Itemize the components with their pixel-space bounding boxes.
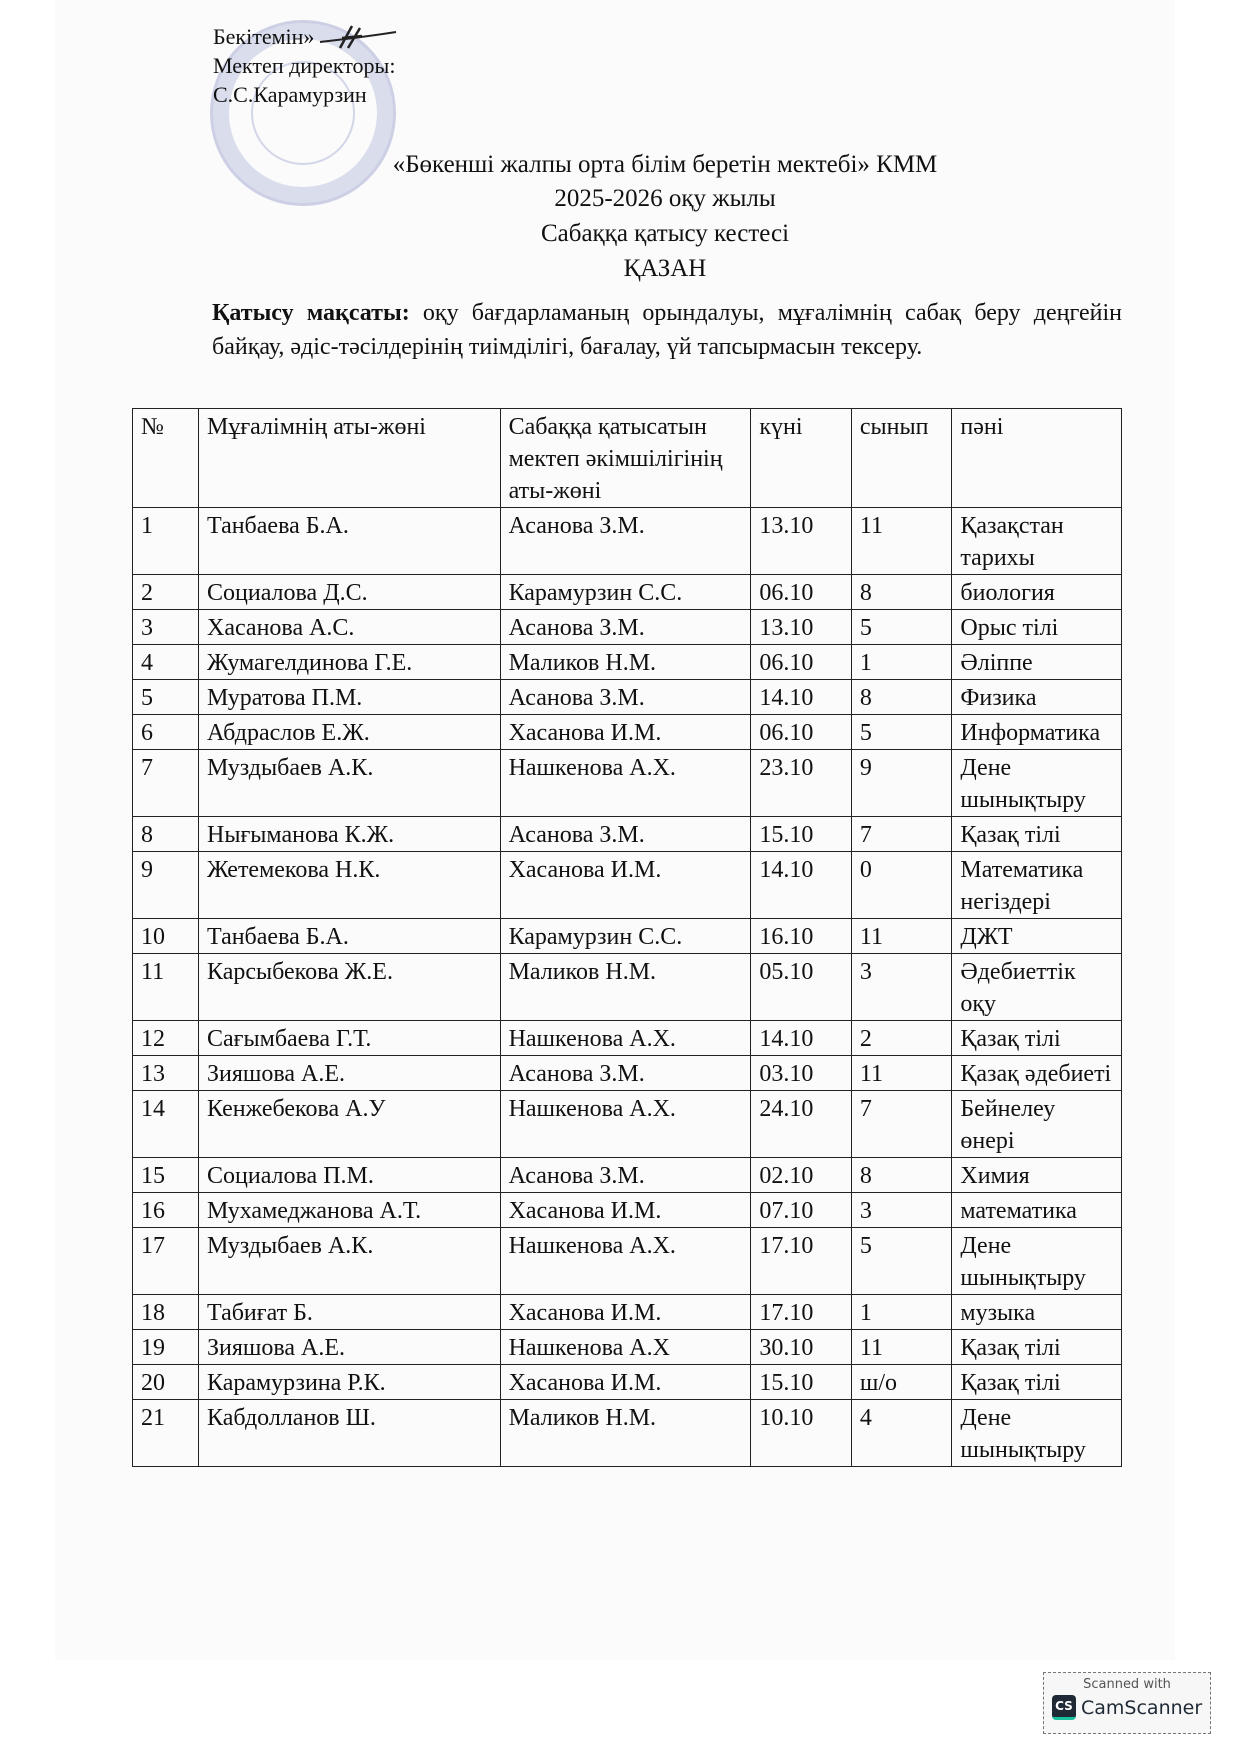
cell-number: 19 xyxy=(133,1330,199,1365)
cell-class: 3 xyxy=(851,1193,952,1228)
cell-observer: Карамурзин С.С. xyxy=(500,575,751,610)
cell-date: 07.10 xyxy=(751,1193,852,1228)
cell-number: 2 xyxy=(133,575,199,610)
cell-teacher: Танбаева Б.А. xyxy=(199,919,501,954)
table-row xyxy=(133,1365,1122,1400)
cell-date: 24.10 xyxy=(751,1091,852,1158)
cell-teacher: Муздыбаев А.К. xyxy=(199,750,501,817)
table-row xyxy=(133,1330,1122,1365)
table-row xyxy=(133,852,1122,919)
cell-subject: биология xyxy=(952,575,1122,610)
cell-subject: Химия xyxy=(952,1158,1122,1193)
cell-teacher: Зияшова А.Е. xyxy=(199,1330,501,1365)
cell-observer: Асанова З.М. xyxy=(500,610,751,645)
cell-class: 11 xyxy=(851,1056,952,1091)
purpose-paragraph xyxy=(212,296,1122,364)
table-row xyxy=(133,1056,1122,1091)
header-teacher: Мұғалімнің аты-жөні xyxy=(199,409,501,508)
header-subject: пәні xyxy=(952,409,1122,508)
cell-date: 03.10 xyxy=(751,1056,852,1091)
cell-number: 21 xyxy=(133,1400,199,1467)
cell-date: 06.10 xyxy=(751,645,852,680)
cell-teacher: Карамурзина Р.К. xyxy=(199,1365,501,1400)
cell-subject: музыка xyxy=(952,1295,1122,1330)
cell-date: 23.10 xyxy=(751,750,852,817)
table-row xyxy=(133,1158,1122,1193)
cell-date: 10.10 xyxy=(751,1400,852,1467)
cell-observer: Маликов Н.М. xyxy=(500,645,751,680)
table-row xyxy=(133,1193,1122,1228)
cell-observer: Нашкенова А.Х. xyxy=(500,1091,751,1158)
cell-subject: математика xyxy=(952,1193,1122,1228)
table-row xyxy=(133,750,1122,817)
cell-observer: Асанова З.М. xyxy=(500,1158,751,1193)
cell-observer: Хасанова И.М. xyxy=(500,852,751,919)
cell-class: 8 xyxy=(851,680,952,715)
cell-date: 13.10 xyxy=(751,508,852,575)
cell-subject: ДЖТ xyxy=(952,919,1122,954)
cell-number: 10 xyxy=(133,919,199,954)
table-row xyxy=(133,1228,1122,1295)
cell-number: 18 xyxy=(133,1295,199,1330)
cell-class: 5 xyxy=(851,1228,952,1295)
cell-subject: Қазақ тілі xyxy=(952,1330,1122,1365)
cell-observer: Нашкенова А.Х xyxy=(500,1330,751,1365)
cell-teacher: Карсыбекова Ж.Е. xyxy=(199,954,501,1021)
school-name: «Бөкенші жалпы орта білім беретін мектебі» КММ xyxy=(392,151,938,178)
cell-class: 3 xyxy=(851,954,952,1021)
watermark-brand: CamScanner xyxy=(1081,1696,1203,1719)
cell-class: 5 xyxy=(851,610,952,645)
cell-class: 11 xyxy=(851,508,952,575)
cell-teacher: Жумагелдинова Г.Е. xyxy=(199,645,501,680)
cell-observer: Маликов Н.М. xyxy=(500,954,751,1021)
cell-subject: Әдебиеттік оқу xyxy=(952,954,1122,1021)
director-name: С.С.Карамурзин xyxy=(213,82,367,107)
cell-teacher: Социалова П.М. xyxy=(199,1158,501,1193)
table-row xyxy=(133,610,1122,645)
cell-subject: Қазақ тілі xyxy=(952,1021,1122,1056)
table-row xyxy=(133,1295,1122,1330)
cell-observer: Хасанова И.М. xyxy=(500,1295,751,1330)
cell-class: 7 xyxy=(851,1091,952,1158)
cell-class: 11 xyxy=(851,919,952,954)
cell-date: 15.10 xyxy=(751,1365,852,1400)
cell-observer: Карамурзин С.С. xyxy=(500,919,751,954)
cell-class: 8 xyxy=(851,1158,952,1193)
cell-subject: Қазақ тілі xyxy=(952,1365,1122,1400)
cell-class: 1 xyxy=(851,1295,952,1330)
header-class: сынып xyxy=(851,409,952,508)
table-row xyxy=(133,680,1122,715)
cell-number: 20 xyxy=(133,1365,199,1400)
cell-class: 1 xyxy=(851,645,952,680)
table-row xyxy=(133,817,1122,852)
cell-number: 1 xyxy=(133,508,199,575)
cell-observer: Хасанова И.М. xyxy=(500,715,751,750)
cell-number: 6 xyxy=(133,715,199,750)
camscanner-watermark xyxy=(1043,1672,1211,1734)
watermark-caption: Scanned with xyxy=(1083,1677,1171,1692)
cell-teacher: Социалова Д.С. xyxy=(199,575,501,610)
cell-date: 14.10 xyxy=(751,1021,852,1056)
table-row xyxy=(133,645,1122,680)
table-row xyxy=(133,919,1122,954)
cell-number: 8 xyxy=(133,817,199,852)
cell-subject: Қазақстан тарихы xyxy=(952,508,1122,575)
cell-observer: Асанова З.М. xyxy=(500,508,751,575)
header-observer: Сабаққа қатысатын мектеп әкімшілігінің аты-жөні xyxy=(500,409,751,508)
cell-date: 05.10 xyxy=(751,954,852,1021)
cell-date: 02.10 xyxy=(751,1158,852,1193)
cell-class: ш/о xyxy=(851,1365,952,1400)
cell-number: 14 xyxy=(133,1091,199,1158)
signature-icon xyxy=(318,22,398,50)
director-title: Мектеп директоры: xyxy=(213,53,396,78)
cell-subject: Орыс тілі xyxy=(952,610,1122,645)
cell-date: 15.10 xyxy=(751,817,852,852)
cell-number: 12 xyxy=(133,1021,199,1056)
cell-subject: Информатика xyxy=(952,715,1122,750)
month-title: ҚАЗАН xyxy=(623,255,707,282)
cell-teacher: Муздыбаев А.К. xyxy=(199,1228,501,1295)
cell-observer: Нашкенова А.Х. xyxy=(500,1228,751,1295)
cell-teacher: Муратова П.М. xyxy=(199,680,501,715)
cell-teacher: Нығыманова К.Ж. xyxy=(199,817,501,852)
table-row xyxy=(133,1400,1122,1467)
table-row xyxy=(133,715,1122,750)
cell-date: 06.10 xyxy=(751,715,852,750)
cell-teacher: Мухамеджанова А.Т. xyxy=(199,1193,501,1228)
cell-observer: Маликов Н.М. xyxy=(500,1400,751,1467)
cell-class: 5 xyxy=(851,715,952,750)
document-title: Сабаққа қатысу кестесі xyxy=(540,220,790,247)
cell-teacher: Кабдолланов Ш. xyxy=(199,1400,501,1467)
cell-class: 0 xyxy=(851,852,952,919)
cell-observer: Нашкенова А.Х. xyxy=(500,750,751,817)
cell-class: 8 xyxy=(851,575,952,610)
cell-subject: Дене шынықтыру xyxy=(952,750,1122,817)
cell-observer: Хасанова И.М. xyxy=(500,1193,751,1228)
attendance-schedule-table xyxy=(132,408,1122,1467)
cell-number: 16 xyxy=(133,1193,199,1228)
cell-number: 3 xyxy=(133,610,199,645)
cell-teacher: Табиғат Б. xyxy=(199,1295,501,1330)
cell-number: 7 xyxy=(133,750,199,817)
cell-teacher: Зияшова А.Е. xyxy=(199,1056,501,1091)
cell-number: 13 xyxy=(133,1056,199,1091)
camscanner-logo-icon: CS xyxy=(1052,1695,1076,1720)
cell-number: 9 xyxy=(133,852,199,919)
cell-subject: Дене шынықтыру xyxy=(952,1228,1122,1295)
cell-date: 06.10 xyxy=(751,575,852,610)
cell-observer: Нашкенова А.Х. xyxy=(500,1021,751,1056)
cell-teacher: Абдраслов Е.Ж. xyxy=(199,715,501,750)
cell-class: 11 xyxy=(851,1330,952,1365)
cell-teacher: Жетемекова Н.К. xyxy=(199,852,501,919)
cell-date: 14.10 xyxy=(751,680,852,715)
cell-subject: Математика негіздері xyxy=(952,852,1122,919)
cell-date: 17.10 xyxy=(751,1295,852,1330)
cell-teacher: Кенжебекова А.У xyxy=(199,1091,501,1158)
table-row xyxy=(133,1021,1122,1056)
table-row xyxy=(133,508,1122,575)
cell-number: 4 xyxy=(133,645,199,680)
cell-class: 9 xyxy=(851,750,952,817)
table-row xyxy=(133,954,1122,1021)
cell-date: 13.10 xyxy=(751,610,852,645)
cell-subject: Бейнелеу өнері xyxy=(952,1091,1122,1158)
cell-date: 17.10 xyxy=(751,1228,852,1295)
purpose-label: Қатысу мақсаты: xyxy=(212,300,410,326)
cell-observer: Хасанова И.М. xyxy=(500,1365,751,1400)
cell-class: 7 xyxy=(851,817,952,852)
cell-number: 17 xyxy=(133,1228,199,1295)
cell-subject: Әліппе xyxy=(952,645,1122,680)
table-header-row xyxy=(133,409,1122,508)
academic-year: 2025-2026 оқу жылы xyxy=(554,185,776,212)
cell-observer: Асанова З.М. xyxy=(500,680,751,715)
cell-number: 15 xyxy=(133,1158,199,1193)
cell-subject: Дене шынықтыру xyxy=(952,1400,1122,1467)
cell-observer: Асанова З.М. xyxy=(500,817,751,852)
cell-number: 5 xyxy=(133,680,199,715)
cell-date: 30.10 xyxy=(751,1330,852,1365)
cell-observer: Асанова З.М. xyxy=(500,1056,751,1091)
header-number: № xyxy=(133,409,199,508)
purpose-text: оқу бағдарламаның орындалуы, мұғалімнің сабақ беру деңгейін байқау, әдіс-тәсілдерінің тиімділігі, бағалау, үй тапсырмасын тексеру. xyxy=(212,300,1123,360)
header-date: күні xyxy=(751,409,852,508)
cell-number: 11 xyxy=(133,954,199,1021)
table-row xyxy=(133,1091,1122,1158)
cell-teacher: Хасанова А.С. xyxy=(199,610,501,645)
cell-subject: Қазақ тілі xyxy=(952,817,1122,852)
cell-subject: Физика xyxy=(952,680,1122,715)
cell-class: 4 xyxy=(851,1400,952,1467)
cell-subject: Қазақ әдебиеті xyxy=(952,1056,1122,1091)
cell-teacher: Сағымбаева Г.Т. xyxy=(199,1021,501,1056)
cell-date: 16.10 xyxy=(751,919,852,954)
table-row xyxy=(133,575,1122,610)
cell-class: 2 xyxy=(851,1021,952,1056)
cell-teacher: Танбаева Б.А. xyxy=(199,508,501,575)
cell-date: 14.10 xyxy=(751,852,852,919)
approval-line: Бекітемін» xyxy=(213,24,315,49)
